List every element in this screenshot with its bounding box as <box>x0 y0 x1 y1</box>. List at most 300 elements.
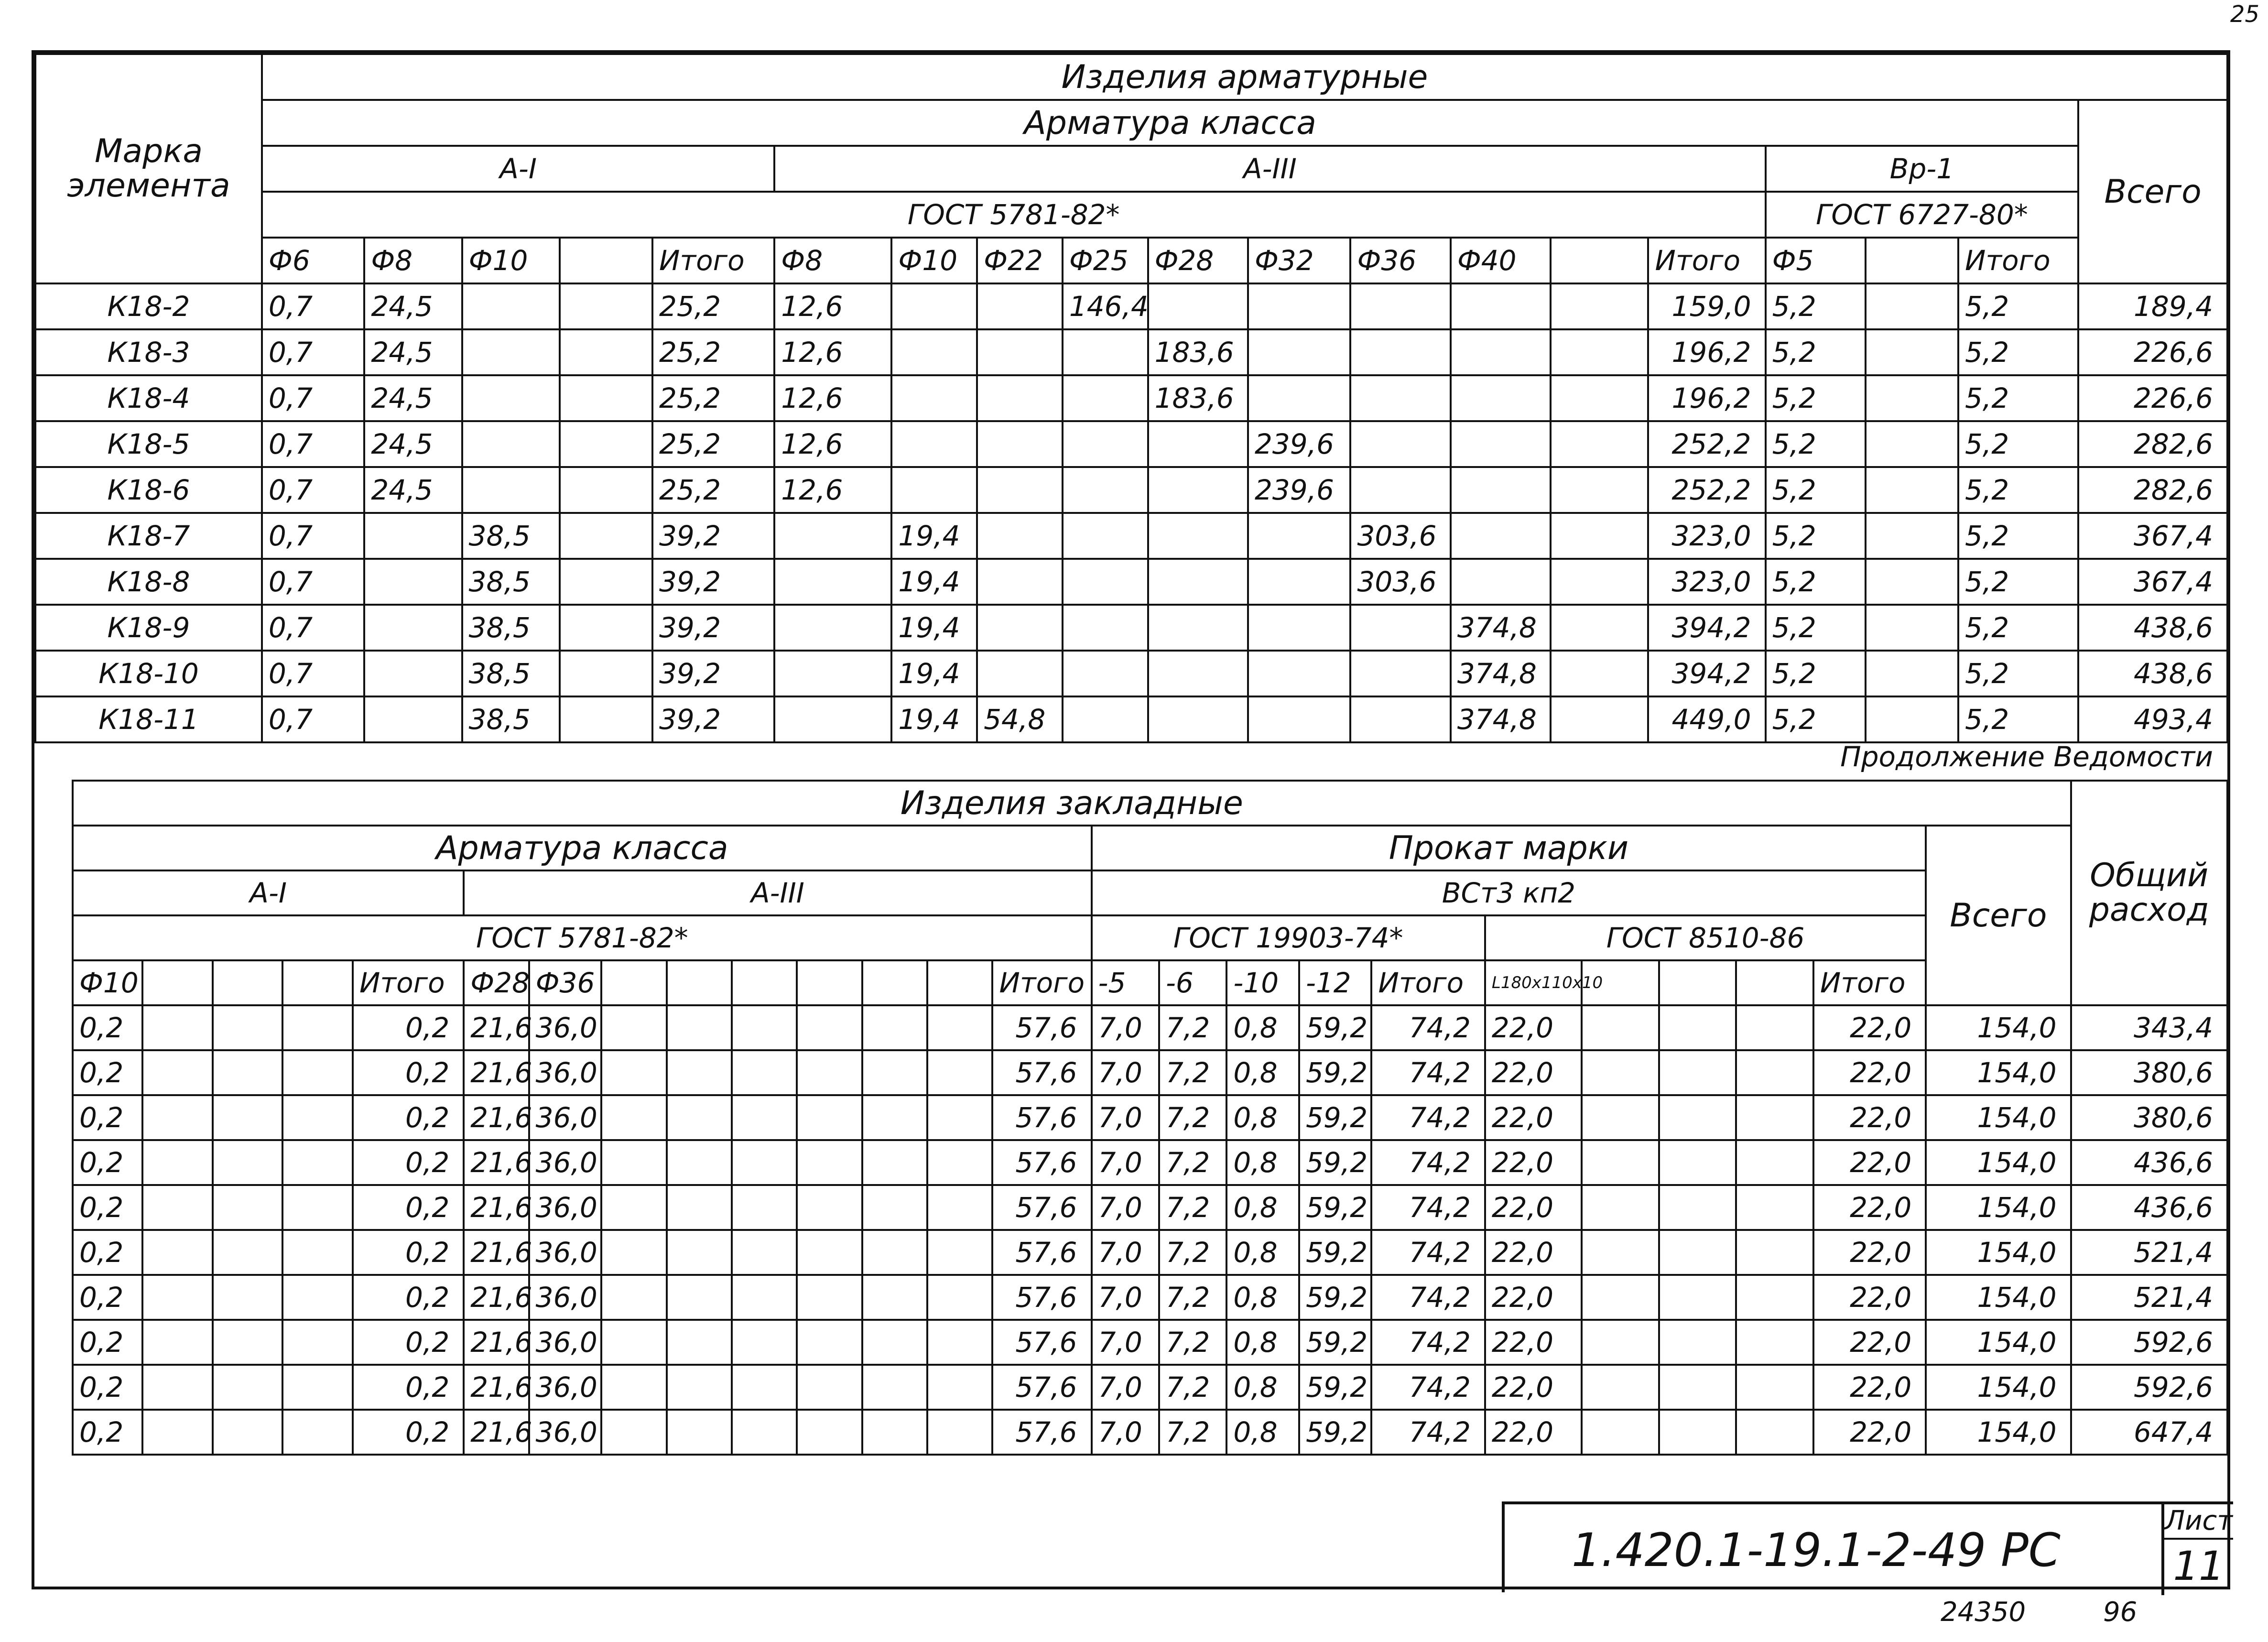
table-cell <box>601 1230 666 1275</box>
table-cell: 12,6 <box>774 375 891 421</box>
table-cell <box>1148 651 1248 696</box>
table-cell: 0,7 <box>262 559 364 605</box>
table-cell <box>774 696 891 742</box>
table-cell <box>1736 1140 1813 1185</box>
col-header <box>1551 238 1648 283</box>
table-cell: 0,8 <box>1226 1320 1299 1365</box>
table-cell: 36,0 <box>529 1365 602 1410</box>
table-cell: 374,8 <box>1451 651 1551 696</box>
table-cell: 7,2 <box>1159 1230 1226 1275</box>
table-cell <box>667 1050 732 1095</box>
table-cell <box>1659 1185 1736 1230</box>
mark-header: Марка элемента <box>35 54 262 283</box>
table-cell: 22,0 <box>1813 1185 1926 1230</box>
table-cell <box>560 696 652 742</box>
table-cell <box>1736 1095 1813 1140</box>
col-header: Итого <box>1813 960 1926 1005</box>
table-cell <box>1148 605 1248 651</box>
table-cell: 374,8 <box>1451 696 1551 742</box>
table-cell <box>774 559 891 605</box>
table-cell: 0,8 <box>1226 1050 1299 1095</box>
table-cell: 226,6 <box>2078 375 2227 421</box>
table-cell: 0,2 <box>353 1140 464 1185</box>
table-cell: 36,0 <box>529 1275 602 1320</box>
table-cell: 7,2 <box>1159 1185 1226 1230</box>
class-a1-header: А-I <box>73 870 464 915</box>
table-cell: 154,0 <box>1926 1320 2071 1365</box>
gost-8510-header: ГОСТ 8510-86 <box>1485 915 1926 960</box>
table-cell: 74,2 <box>1371 1230 1485 1275</box>
table-cell <box>927 1095 992 1140</box>
rebar-items-body <box>35 283 2227 742</box>
table-cell: 0,2 <box>73 1275 142 1320</box>
table-cell <box>1350 421 1450 467</box>
table-cell <box>1350 651 1450 696</box>
table-cell: 0,8 <box>1226 1185 1299 1230</box>
col-header: Итого <box>1371 960 1485 1005</box>
table-cell: 0,2 <box>73 1320 142 1365</box>
table-cell <box>142 1320 212 1365</box>
table-cell: 493,4 <box>2078 696 2227 742</box>
table-cell <box>213 1230 282 1275</box>
table-cell: 57,6 <box>992 1005 1091 1050</box>
table-row <box>35 605 2227 651</box>
table-cell <box>462 283 560 329</box>
table-cell <box>1148 513 1248 559</box>
table-cell <box>1866 559 1958 605</box>
table-cell <box>774 651 891 696</box>
table-cell: 21,6 <box>464 1275 529 1320</box>
table-cell: 592,6 <box>2071 1320 2228 1365</box>
table-cell: 22,0 <box>1813 1140 1926 1185</box>
table-cell <box>142 1275 212 1320</box>
class-a3-header: А-III <box>774 146 1765 192</box>
table-cell: 189,4 <box>2078 283 2227 329</box>
table-cell <box>797 1005 862 1050</box>
table-cell <box>282 1005 352 1050</box>
table-cell <box>1736 1275 1813 1320</box>
table-cell <box>1582 1320 1659 1365</box>
table-cell <box>1866 421 1958 467</box>
table-cell: 196,2 <box>1648 329 1765 375</box>
sheet-label: Лист <box>2164 1504 2233 1540</box>
embedded-items-title: Изделия закладные <box>73 781 2071 826</box>
col-header: Ф28 <box>1148 238 1248 283</box>
table-cell <box>1451 559 1551 605</box>
table-cell: 21,6 <box>464 1230 529 1275</box>
table-cell: 59,2 <box>1299 1185 1372 1230</box>
table-cell: 57,6 <box>992 1230 1091 1275</box>
gost-5781-header: ГОСТ 5781-82* <box>262 192 1766 238</box>
table-cell: 59,2 <box>1299 1230 1372 1275</box>
sheet-number: 11 <box>2173 1543 2225 1589</box>
table-cell: 59,2 <box>1299 1275 1372 1320</box>
table-cell: 36,0 <box>529 1140 602 1185</box>
table-cell <box>462 467 560 513</box>
table-cell <box>862 1320 927 1365</box>
table-cell <box>1866 467 1958 513</box>
table-cell: 59,2 <box>1299 1005 1372 1050</box>
table-cell <box>797 1140 862 1185</box>
table-cell: 0,2 <box>353 1275 464 1320</box>
drawing-sheet <box>32 50 2233 1589</box>
table-cell: 5,2 <box>1958 605 2078 651</box>
col-header: Ф8 <box>364 238 462 283</box>
table-cell: 154,0 <box>1926 1005 2071 1050</box>
table-cell <box>667 1365 732 1410</box>
col-header: -5 <box>1092 960 1159 1005</box>
col-header <box>213 960 282 1005</box>
table-cell: 38,5 <box>462 605 560 651</box>
table-cell <box>862 1095 927 1140</box>
element-mark: К18-8 <box>35 559 262 605</box>
table-cell <box>797 1410 862 1455</box>
table-cell: 7,0 <box>1092 1140 1159 1185</box>
table-cell: 0,2 <box>353 1320 464 1365</box>
table-cell: 12,6 <box>774 283 891 329</box>
table-cell <box>142 1005 212 1050</box>
table-cell: 7,2 <box>1159 1140 1226 1185</box>
table-cell <box>927 1050 992 1095</box>
table-cell <box>282 1410 352 1455</box>
table-cell: 74,2 <box>1371 1275 1485 1320</box>
table-row <box>35 421 2227 467</box>
table-cell <box>977 605 1063 651</box>
grand-total-header: Общий расход <box>2071 781 2228 1005</box>
gost-19903-header: ГОСТ 19903-74* <box>1092 915 1485 960</box>
table-cell <box>1659 1410 1736 1455</box>
table-row <box>73 1230 2227 1275</box>
table-cell: 36,0 <box>529 1410 602 1455</box>
table-cell <box>601 1275 666 1320</box>
table-cell <box>1866 513 1958 559</box>
table-cell: 59,2 <box>1299 1320 1372 1365</box>
col-header: Ф6 <box>262 238 364 283</box>
table-cell <box>1063 559 1148 605</box>
table-cell: 0,2 <box>353 1050 464 1095</box>
table-cell: 19,4 <box>891 559 977 605</box>
table-cell <box>560 283 652 329</box>
table-cell <box>1350 467 1450 513</box>
table-cell: 36,0 <box>529 1095 602 1140</box>
table-cell: 39,2 <box>652 696 774 742</box>
table-cell: 0,2 <box>73 1230 142 1275</box>
table-cell <box>364 651 462 696</box>
table-cell: 57,6 <box>992 1410 1091 1455</box>
table-cell: 0,8 <box>1226 1095 1299 1140</box>
table-cell: 57,6 <box>992 1050 1091 1095</box>
table-cell <box>732 1050 797 1095</box>
table-cell: 36,0 <box>529 1050 602 1095</box>
table-cell <box>1248 605 1350 651</box>
table-cell: 0,8 <box>1226 1140 1299 1185</box>
table-cell <box>1148 421 1248 467</box>
table-cell: 21,6 <box>464 1185 529 1230</box>
table-cell <box>797 1185 862 1230</box>
table-cell: 22,0 <box>1485 1050 1582 1095</box>
corner-mark: 25 <box>2230 1 2259 28</box>
table-cell <box>891 329 977 375</box>
gost-5781-header: ГОСТ 5781-82* <box>73 915 1092 960</box>
col-header: Итого <box>1958 238 2078 283</box>
table-cell <box>282 1140 352 1185</box>
table-cell <box>977 559 1063 605</box>
col-header <box>1659 960 1736 1005</box>
table-cell <box>364 559 462 605</box>
table-row <box>73 1275 2227 1320</box>
table-row <box>35 696 2227 742</box>
table-cell: 22,0 <box>1485 1365 1582 1410</box>
table-cell: 24,5 <box>364 329 462 375</box>
table-row <box>73 1410 2227 1455</box>
table-cell <box>1551 421 1648 467</box>
table-cell: 196,2 <box>1648 375 1765 421</box>
table-cell: 12,6 <box>774 421 891 467</box>
table-cell: 22,0 <box>1485 1185 1582 1230</box>
table-cell: 57,6 <box>992 1185 1091 1230</box>
table-cell <box>1551 283 1648 329</box>
table-cell: 7,2 <box>1159 1275 1226 1320</box>
table-cell: 7,0 <box>1092 1095 1159 1140</box>
table-cell <box>1659 1095 1736 1140</box>
element-mark: К18-9 <box>35 605 262 651</box>
table-cell: 5,2 <box>1766 467 1866 513</box>
table-cell: 380,6 <box>2071 1050 2228 1095</box>
table-cell: 22,0 <box>1485 1095 1582 1140</box>
table-cell: 22,0 <box>1485 1140 1582 1185</box>
table-cell <box>1350 329 1450 375</box>
table-cell <box>213 1005 282 1050</box>
table-cell: 239,6 <box>1248 421 1350 467</box>
table-cell <box>1659 1320 1736 1365</box>
table-cell: 0,7 <box>262 467 364 513</box>
table-cell: 0,2 <box>73 1185 142 1230</box>
table-cell <box>927 1275 992 1320</box>
table-cell <box>1148 283 1248 329</box>
table-cell: 5,2 <box>1766 559 1866 605</box>
table-cell: 323,0 <box>1648 513 1765 559</box>
table-cell: 521,4 <box>2071 1230 2228 1275</box>
table-cell: 7,0 <box>1092 1320 1159 1365</box>
table-cell <box>282 1050 352 1095</box>
col-header: -12 <box>1299 960 1372 1005</box>
table-cell: 5,2 <box>1958 375 2078 421</box>
table-cell <box>862 1275 927 1320</box>
table-cell: 394,2 <box>1648 651 1765 696</box>
table-cell <box>213 1140 282 1185</box>
table-cell <box>1736 1185 1813 1230</box>
table-cell: 5,2 <box>1766 605 1866 651</box>
table-cell: 5,2 <box>1766 513 1866 559</box>
table-cell: 21,6 <box>464 1365 529 1410</box>
table-cell <box>1350 375 1450 421</box>
table-cell: 24,5 <box>364 375 462 421</box>
table-cell: 367,4 <box>2078 513 2227 559</box>
table-cell: 146,4 <box>1063 283 1148 329</box>
table-cell: 39,2 <box>652 559 774 605</box>
col-header: Ф36 <box>1350 238 1450 283</box>
table-cell <box>732 1275 797 1320</box>
table-cell <box>1148 696 1248 742</box>
table-cell <box>560 513 652 559</box>
table-cell: 154,0 <box>1926 1365 2071 1410</box>
table-cell <box>774 605 891 651</box>
table-cell: 38,5 <box>462 651 560 696</box>
table-cell: 7,2 <box>1159 1320 1226 1365</box>
element-mark: К18-10 <box>35 651 262 696</box>
table-cell: 5,2 <box>1958 329 2078 375</box>
total-header: Всего <box>1926 826 2071 1005</box>
table-cell <box>977 375 1063 421</box>
table-cell <box>862 1050 927 1095</box>
table-cell: 21,6 <box>464 1320 529 1365</box>
table-cell <box>1063 605 1148 651</box>
table-cell: 5,2 <box>1958 513 2078 559</box>
table-cell: 0,2 <box>353 1365 464 1410</box>
table-cell: 0,7 <box>262 375 364 421</box>
table-cell <box>797 1320 862 1365</box>
table-cell <box>213 1050 282 1095</box>
rebar-class-header: Арматура класса <box>262 100 2078 146</box>
table-cell: 22,0 <box>1485 1005 1582 1050</box>
table-cell: 449,0 <box>1648 696 1765 742</box>
table-cell: 59,2 <box>1299 1095 1372 1140</box>
table-cell: 36,0 <box>529 1230 602 1275</box>
table-cell <box>862 1140 927 1185</box>
table-cell <box>1582 1140 1659 1185</box>
table-cell: 22,0 <box>1813 1230 1926 1275</box>
table-cell: 74,2 <box>1371 1185 1485 1230</box>
table-cell: 0,7 <box>262 421 364 467</box>
table-cell: 24,5 <box>364 283 462 329</box>
table-cell <box>142 1365 212 1410</box>
table-cell: 21,6 <box>464 1095 529 1140</box>
table-cell <box>1866 696 1958 742</box>
table-cell <box>1582 1095 1659 1140</box>
table-cell: 7,0 <box>1092 1050 1159 1095</box>
table-cell: 19,4 <box>891 605 977 651</box>
table-cell <box>364 696 462 742</box>
table-cell: 22,0 <box>1485 1230 1582 1275</box>
table-cell <box>601 1365 666 1410</box>
table-cell: 38,5 <box>462 696 560 742</box>
table-cell: 25,2 <box>652 421 774 467</box>
table-cell: 252,2 <box>1648 467 1765 513</box>
table-cell <box>891 283 977 329</box>
table-cell <box>213 1320 282 1365</box>
table-cell <box>1866 605 1958 651</box>
table-cell <box>1659 1005 1736 1050</box>
table-cell <box>862 1410 927 1455</box>
table-cell: 19,4 <box>891 696 977 742</box>
table-cell: 282,6 <box>2078 467 2227 513</box>
table-cell <box>1063 651 1148 696</box>
table-cell: 380,6 <box>2071 1095 2228 1140</box>
table-cell: 39,2 <box>652 605 774 651</box>
rebar-items-title: Изделия арматурные <box>262 54 2227 100</box>
table-cell <box>601 1320 666 1365</box>
table-cell <box>1736 1230 1813 1275</box>
table-cell <box>142 1185 212 1230</box>
table-cell <box>282 1320 352 1365</box>
table-cell <box>977 513 1063 559</box>
table-cell: 7,2 <box>1159 1005 1226 1050</box>
table-cell <box>213 1185 282 1230</box>
table-cell <box>1451 467 1551 513</box>
table-cell: 159,0 <box>1648 283 1765 329</box>
table-cell <box>601 1005 666 1050</box>
table-cell: 5,2 <box>1766 283 1866 329</box>
table-cell: 0,8 <box>1226 1005 1299 1050</box>
table-cell: 154,0 <box>1926 1410 2071 1455</box>
table-cell <box>1659 1230 1736 1275</box>
table-cell: 5,2 <box>1766 696 1866 742</box>
table-cell: 22,0 <box>1813 1275 1926 1320</box>
col-header <box>797 960 862 1005</box>
col-header <box>927 960 992 1005</box>
table-cell: 5,2 <box>1958 283 2078 329</box>
table-cell <box>1148 559 1248 605</box>
table-cell <box>364 513 462 559</box>
table-cell: 374,8 <box>1451 605 1551 651</box>
table-cell: 19,4 <box>891 651 977 696</box>
table-row <box>73 1050 2227 1095</box>
table-cell: 592,6 <box>2071 1365 2228 1410</box>
table-cell: 22,0 <box>1813 1050 1926 1095</box>
table-cell <box>667 1185 732 1230</box>
table-cell: 0,8 <box>1226 1230 1299 1275</box>
table-cell <box>732 1005 797 1050</box>
table-cell: 343,4 <box>2071 1005 2228 1050</box>
table-cell: 0,2 <box>353 1005 464 1050</box>
table-row <box>73 1365 2227 1410</box>
table-cell: 21,6 <box>464 1140 529 1185</box>
element-mark: К18-2 <box>35 283 262 329</box>
table-cell <box>1736 1005 1813 1050</box>
table-cell: 154,0 <box>1926 1185 2071 1230</box>
table-cell <box>1551 651 1648 696</box>
table-cell: 21,6 <box>464 1005 529 1050</box>
table-cell: 7,0 <box>1092 1365 1159 1410</box>
table-cell <box>1063 329 1148 375</box>
table-cell <box>977 283 1063 329</box>
table-cell <box>1248 696 1350 742</box>
table-cell <box>1350 696 1450 742</box>
table-cell: 0,8 <box>1226 1365 1299 1410</box>
col-header: Итого <box>652 238 774 283</box>
table-cell: 7,2 <box>1159 1050 1226 1095</box>
col-header: Ф28 <box>464 960 529 1005</box>
table-cell <box>142 1050 212 1095</box>
table-cell: 0,2 <box>73 1140 142 1185</box>
table-cell <box>1736 1365 1813 1410</box>
table-cell <box>462 421 560 467</box>
table-cell <box>601 1050 666 1095</box>
table-cell <box>560 375 652 421</box>
table-cell <box>1659 1365 1736 1410</box>
table-cell: 57,6 <box>992 1275 1091 1320</box>
table-cell: 5,2 <box>1766 375 1866 421</box>
table-cell: 5,2 <box>1958 559 2078 605</box>
table-cell: 7,0 <box>1092 1275 1159 1320</box>
table-cell <box>667 1095 732 1140</box>
table-cell: 38,5 <box>462 559 560 605</box>
table-cell: 0,2 <box>353 1095 464 1140</box>
element-mark: К18-4 <box>35 375 262 421</box>
table-cell <box>1551 375 1648 421</box>
table-cell: 394,2 <box>1648 605 1765 651</box>
total-header: Всего <box>2078 100 2227 283</box>
